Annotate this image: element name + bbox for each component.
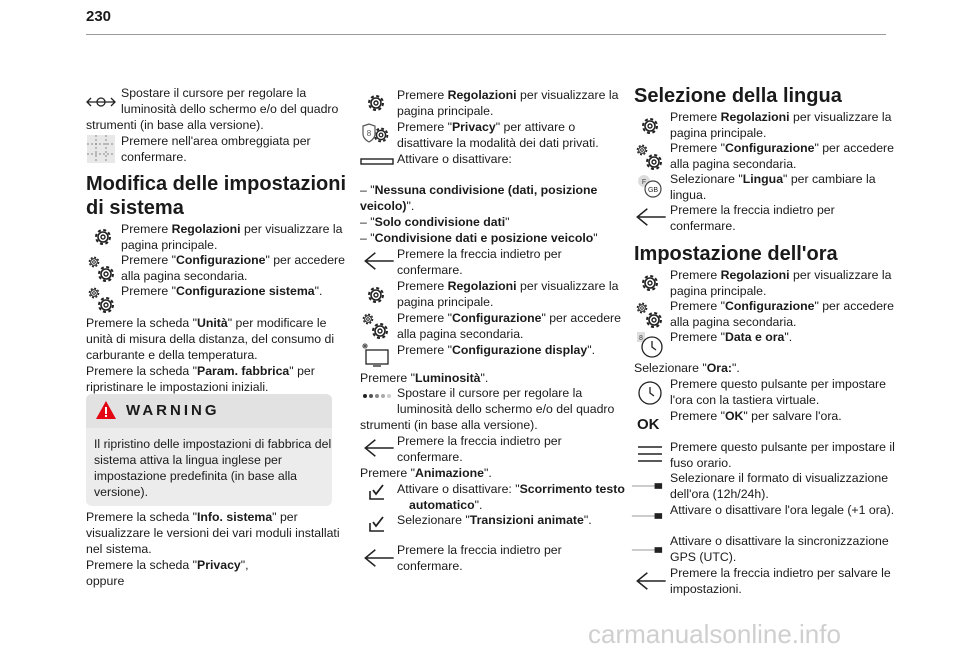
col1-line-1: Spostare il cursore per regolare la	[121, 86, 307, 100]
col2-d7: Premere "Animazione".	[360, 466, 492, 480]
col2-c5: Premere "Configurazione" per accedere	[397, 311, 621, 325]
display-brightness-icon	[360, 341, 390, 369]
warning-line-2: sistema attiva la lingua inglese per	[94, 453, 282, 467]
col3-l6: lingua.	[670, 188, 707, 202]
gear-icon	[364, 283, 388, 307]
settings-gears-icon	[86, 254, 118, 286]
list-menu-icon	[636, 442, 664, 466]
switch-line-icon	[630, 544, 664, 556]
cursor-slider-icon	[86, 92, 116, 112]
back-arrow-icon	[362, 437, 396, 459]
gear-icon	[638, 114, 662, 138]
col3-t3: Premere "Configurazione" per accedere	[670, 299, 894, 313]
cursor-slider-icon	[362, 392, 392, 400]
gear-icon	[364, 91, 388, 115]
col1-p5: ripristinare le impostazioni iniziali.	[86, 380, 269, 394]
col1-p2: unità di misura della distanza, del consumo di	[86, 332, 335, 346]
col3-t2: pagina principale.	[670, 284, 767, 298]
section-heading-time: Impostazione dell'ora	[634, 243, 838, 265]
col1-q2: visualizzare le versioni dei vari moduli installati	[86, 526, 340, 540]
col1-line-2: luminosità dello schermo e/o del quadro	[121, 102, 339, 116]
gear-icon	[638, 271, 662, 295]
svg-text:GB: GB	[647, 187, 659, 194]
switch-line-icon	[630, 480, 664, 492]
col2-b3: – "Solo condivisione dati"	[360, 215, 510, 229]
col3-v7: GPS (UTC).	[670, 550, 737, 564]
col2-b2: veicolo)".	[360, 199, 415, 213]
col3-v2: fuso orario.	[670, 456, 732, 470]
privacy-shield-icon	[360, 120, 392, 150]
col2-d1: Premere "Luminosità".	[360, 371, 489, 385]
col1-q3: nel sistema.	[86, 542, 152, 556]
col3-u3: l'ora con la tastiera virtuale.	[670, 393, 820, 407]
col1-line-4: Premere nell'area ombreggiata per	[121, 134, 311, 148]
col2-e2: confermare.	[397, 559, 463, 573]
col2-a2: pagina principale.	[397, 104, 494, 118]
col2-d10: Selezionare "Transizioni animate".	[397, 513, 592, 527]
switch-line-icon	[630, 510, 664, 522]
col3-t4: alla pagina secondaria.	[670, 315, 797, 329]
col2-e1: Premere la freccia indietro per	[397, 543, 562, 557]
col1-q4: Premere la scheda "Privacy",	[86, 558, 249, 572]
warning-triangle-icon	[95, 400, 117, 420]
col3-v3: Selezionare il formato di visualizzazione	[670, 471, 889, 485]
col1-s3: Premere "Configurazione sistema".	[121, 284, 323, 298]
page-number: 230	[86, 8, 112, 25]
shaded-grid-icon	[86, 134, 116, 164]
header-rule	[86, 34, 886, 35]
col2-d8: Attivare o disattivare: "Scorrimento testo	[397, 482, 625, 496]
section-heading-system-2: di sistema	[86, 197, 184, 219]
col1-s1: Premere Regolazioni per visualizzare la	[121, 222, 343, 236]
col2-d2: Spostare il cursore per regolare la	[397, 386, 583, 400]
col3-u2: Premere questo pulsante per impostare	[670, 377, 886, 391]
col3-u4: Premere "OK" per salvare l'ora.	[670, 409, 842, 423]
col2-d3: luminosità dello schermo e/o del quadro	[397, 402, 615, 416]
col3-v9: impostazioni.	[670, 582, 742, 596]
col3-l7: Premere la freccia indietro per	[670, 203, 835, 217]
checkbox-icon	[367, 514, 387, 534]
col1-q1: Premere la scheda "Info. sistema" per	[86, 510, 298, 524]
settings-gears-icon	[86, 285, 118, 317]
settings-gears-icon	[360, 311, 392, 343]
col2-b1: – "Nessuna condivisione (dati, posizione	[360, 183, 598, 197]
col1-s2: Premere "Configurazione" per accedere	[121, 253, 345, 267]
col2-d4: strumenti (in base alla versione).	[360, 418, 538, 432]
col3-v5: Attivare o disattivare l'ora legale (+1 ora).	[670, 503, 895, 517]
clock-icon	[636, 331, 664, 359]
col3-v8: Premere la freccia indietro per salvare le	[670, 566, 891, 580]
col3-l5: Selezionare "Lingua" per cambiare la	[670, 172, 876, 186]
col1-p3: carburante e della temperatura.	[86, 348, 258, 362]
settings-gears-icon	[634, 300, 666, 332]
settings-gears-icon	[634, 142, 666, 174]
warning-line-1: Il ripristino delle impostazioni di fabbrica del	[94, 437, 332, 451]
col3-v6: Attivare o disattivare la sincronizzazione	[670, 534, 889, 548]
col1-line-5: confermare.	[121, 150, 187, 164]
col2-d9: automatico".	[409, 498, 483, 512]
col3-l8: confermare.	[670, 219, 736, 233]
col2-c2: confermare.	[397, 263, 463, 277]
col2-a5: Attivare o disattivare:	[397, 152, 512, 166]
back-arrow-icon	[634, 206, 668, 228]
col2-d6: confermare.	[397, 450, 463, 464]
col3-l4: alla pagina secondaria.	[670, 157, 797, 171]
warning-line-4: versione).	[94, 485, 148, 499]
col3-l1: Premere Regolazioni per visualizzare la	[670, 110, 892, 124]
language-flag-icon	[636, 173, 664, 199]
col1-line-3: strumenti (in base alla versione).	[86, 118, 264, 132]
col2-c4: pagina principale.	[397, 295, 494, 309]
clock-edit-icon	[637, 380, 663, 406]
col2-c3: Premere Regolazioni per visualizzare la	[397, 279, 619, 293]
col2-a4: disattivare la modalità dei dati privati.	[397, 136, 599, 150]
col1-s2d: alla pagina secondaria.	[121, 269, 248, 283]
col3-l2: pagina principale.	[670, 126, 767, 140]
col1-q5: oppure	[86, 574, 125, 588]
col3-v1: Premere questo pulsante per impostare il	[670, 440, 895, 454]
gear-icon	[91, 225, 115, 249]
col3-l3: Premere "Configurazione" per accedere	[670, 141, 894, 155]
svg-text:8: 8	[366, 129, 372, 138]
svg-text:8: 8	[639, 335, 643, 342]
col3-t1: Premere Regolazioni per visualizzare la	[670, 268, 892, 282]
ok-button: OK	[637, 416, 660, 433]
col2-a3: Premere "Privacy" per attivare o	[397, 120, 576, 134]
col2-a1: Premere Regolazioni per visualizzare la	[397, 88, 619, 102]
col1-p4: Premere la scheda "Param. fabbrica" per	[86, 364, 315, 378]
watermark: carmanualsonline.info	[588, 619, 841, 649]
section-heading-language: Selezione della lingua	[634, 85, 842, 107]
back-arrow-icon	[362, 547, 396, 569]
warning-line-3: impostazione predefinita (in base alla	[94, 469, 298, 483]
col1-p1: Premere la scheda "Unità" per modificare le	[86, 316, 327, 330]
back-arrow-icon	[634, 570, 668, 592]
col2-c1: Premere la freccia indietro per	[397, 247, 562, 261]
svg-text:F: F	[641, 179, 647, 186]
col3-v4: dell'ora (12h/24h).	[670, 487, 769, 501]
col3-t5: Premere "Data e ora".	[670, 330, 793, 344]
back-arrow-icon	[362, 250, 396, 272]
col2-c7: Premere "Configurazione display".	[397, 343, 596, 357]
col2-c6: alla pagina secondaria.	[397, 327, 524, 341]
col2-d5: Premere la freccia indietro per	[397, 434, 562, 448]
toggle-switch-icon	[360, 156, 394, 166]
section-heading-system-1: Modifica delle impostazioni	[86, 173, 347, 195]
col2-b4: – "Condivisione dati e posizione veicolo"	[360, 231, 598, 245]
col1-s1d: pagina principale.	[121, 238, 218, 252]
col3-u1: Selezionare "Ora:".	[634, 361, 740, 375]
warning-title: WARNING	[126, 402, 220, 419]
checkbox-icon	[367, 482, 387, 502]
